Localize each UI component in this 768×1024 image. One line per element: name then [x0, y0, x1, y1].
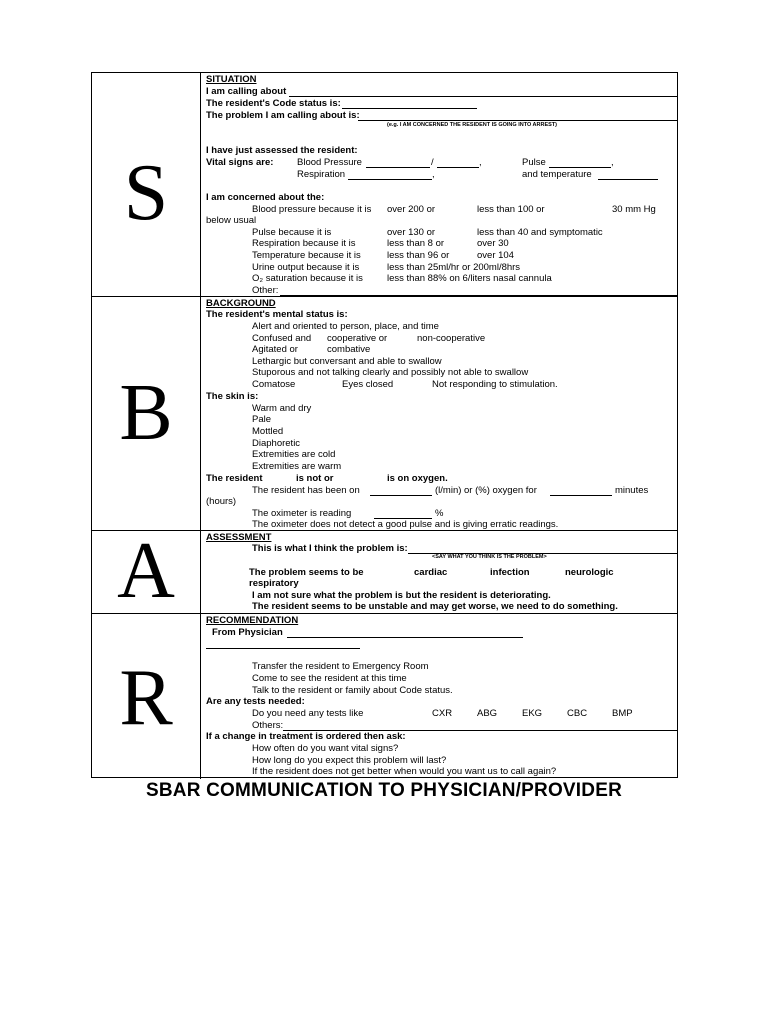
- percent-label: %: [435, 508, 444, 519]
- come-see-option: Come to see the resident at this time: [252, 673, 407, 684]
- oxygen-duration-line[interactable]: [550, 495, 612, 496]
- column-divider: [200, 531, 201, 613]
- calling-about-label: I am calling about: [206, 86, 287, 97]
- ext-warm-option: Extremities are warm: [252, 461, 342, 472]
- unstable-option: The resident seems to be unstable and may get worse, we need to do something.: [252, 601, 618, 612]
- test-abg: ABG: [477, 708, 498, 719]
- sbar-table: [91, 72, 678, 778]
- test-bmp: BMP: [612, 708, 633, 719]
- assessed-label: I have just assessed the resident:: [206, 145, 358, 156]
- not-sure-option: I am not sure what the problem is but the resident is deteriorating.: [252, 590, 551, 601]
- letter-a: A: [117, 527, 175, 615]
- mottled-option: Mottled: [252, 426, 284, 437]
- code-status-line[interactable]: [342, 108, 477, 109]
- from-physician-line-2[interactable]: [206, 648, 360, 649]
- mental-status-label: The resident's mental status is:: [206, 309, 348, 320]
- pulse-over: over 130 or: [387, 227, 436, 238]
- seems-to-be-label: The problem seems to be: [249, 567, 364, 578]
- has-been-on-label: The resident has been on: [252, 485, 360, 496]
- assessment-section: [92, 527, 677, 615]
- oxygen-rate-line[interactable]: [370, 495, 432, 496]
- pulse-comma: ,: [611, 157, 614, 168]
- bp-less: less than 100 or: [477, 204, 545, 215]
- background-heading: BACKGROUND: [206, 298, 276, 309]
- vital-signs-label: Vital signs are:: [206, 157, 274, 168]
- neurologic-option: neurologic: [565, 567, 614, 578]
- alert-option: Alert and oriented to person, place, and time: [252, 321, 439, 332]
- transfer-option: Transfer the resident to Emergency Room: [252, 661, 429, 672]
- letter-b: B: [119, 369, 173, 457]
- pulse-less: less than 40 and symptomatic: [477, 227, 603, 238]
- problem-label: The problem I am calling about is:: [206, 110, 360, 121]
- assessment-heading: ASSESSMENT: [206, 532, 272, 543]
- o2-because: O₂ saturation because it is: [252, 273, 363, 284]
- temp-line[interactable]: [598, 179, 658, 180]
- oximeter-no-pulse: The oximeter does not detect a good pulse and is giving erratic readings.: [252, 519, 559, 530]
- column-divider: [200, 73, 201, 296]
- resident-label: The resident: [206, 473, 263, 484]
- code-status-label: The resident's Code status is:: [206, 98, 341, 109]
- concerned-label: I am concerned about the:: [206, 192, 325, 203]
- respiratory-option: respiratory: [249, 578, 299, 589]
- bp-systolic-line[interactable]: [366, 167, 430, 168]
- letter-s: S: [123, 149, 169, 237]
- resp-label: Respiration: [297, 169, 346, 180]
- bp-over: over 200 or: [387, 204, 436, 215]
- lmin-label: (l/min) or (%) oxygen for: [435, 485, 537, 496]
- bp-label: Blood Pressure: [297, 157, 362, 168]
- situation-section: [92, 73, 677, 297]
- confused-option: Confused and: [252, 333, 312, 344]
- stuporous-option: Stuporous and not talking clearly and possibly not able to swallow: [252, 367, 529, 378]
- if-not-better-question: If the resident does not get better when would you want us to call again?: [252, 766, 557, 777]
- temp-label: and temperature: [522, 169, 592, 180]
- eyes-closed-option: Eyes closed: [342, 379, 394, 390]
- below-usual: below usual: [206, 215, 257, 226]
- bp-because: Blood pressure because it is: [252, 204, 372, 215]
- combative-option: combative: [327, 344, 371, 355]
- ext-cold-option: Extremities are cold: [252, 449, 336, 460]
- other-line[interactable]: [280, 295, 677, 296]
- bp-30: 30 mm Hg: [612, 204, 656, 215]
- pale-option: Pale: [252, 414, 272, 425]
- resp-over: over 30: [477, 238, 509, 249]
- problem-example: (e.g. I AM CONCERNED THE RESIDENT IS GOING INTO ARREST): [387, 122, 558, 128]
- letter-r: R: [119, 654, 173, 742]
- bp-diastolic-line[interactable]: [437, 167, 479, 168]
- situation-heading: SITUATION: [206, 74, 257, 85]
- say-what-hint: <SAY WHAT YOU THINK IS THE PROBLEM>: [432, 554, 547, 560]
- how-long-question: How long do you expect this problem will last?: [252, 755, 447, 766]
- calling-about-line[interactable]: [289, 96, 677, 97]
- o2-less: less than 88% on 6/liters nasal cannula: [387, 273, 552, 284]
- resp-line[interactable]: [348, 179, 432, 180]
- test-cbc: CBC: [567, 708, 588, 719]
- pulse-because: Pulse because it is: [252, 227, 332, 238]
- how-often-question: How often do you want vital signs?: [252, 743, 399, 754]
- minutes-label: minutes: [615, 485, 649, 496]
- is-not-or-label: is not or: [296, 473, 334, 484]
- problem-line[interactable]: [358, 120, 677, 121]
- other-label: Other:: [252, 285, 279, 296]
- noncoop-option: non-cooperative: [417, 333, 486, 344]
- warm-dry-option: Warm and dry: [252, 403, 312, 414]
- urine-less: less than 25ml/hr or 200ml/8hrs: [387, 262, 521, 273]
- diaphoretic-option: Diaphoretic: [252, 438, 301, 449]
- lethargic-option: Lethargic but conversant and able to swallow: [252, 356, 442, 367]
- recommendation-heading: RECOMMENDATION: [206, 615, 299, 626]
- background-section: [92, 297, 677, 531]
- bp-slash: /: [431, 157, 434, 168]
- comatose-option: Comatose: [252, 379, 296, 390]
- do-you-need-label: Do you need any tests like: [252, 708, 364, 719]
- from-physician-label: From Physician: [212, 627, 283, 638]
- resp-less: less than 8 or: [387, 238, 445, 249]
- agitated-option: Agitated or: [252, 344, 298, 355]
- page-title: SBAR COMMUNICATION TO PHYSICIAN/PROVIDER: [146, 780, 622, 801]
- infection-option: infection: [490, 567, 530, 578]
- recommendation-section: [92, 614, 677, 779]
- column-divider: [200, 614, 201, 779]
- talk-option: Talk to the resident or family about Code status.: [252, 685, 453, 696]
- on-oxygen-label: is on oxygen.: [387, 473, 448, 484]
- hours-label: (hours): [206, 496, 237, 507]
- pulse-line[interactable]: [549, 167, 611, 168]
- from-physician-line[interactable]: [287, 637, 523, 638]
- temp-over: over 104: [477, 250, 514, 261]
- others-label: Others:: [252, 720, 284, 731]
- not-responding-option: Not responding to stimulation.: [432, 379, 558, 390]
- oximeter-reading-label: The oximeter is reading: [252, 508, 352, 519]
- temp-less: less than 96 or: [387, 250, 450, 261]
- column-divider: [200, 297, 201, 530]
- temp-because: Temperature because it is: [252, 250, 361, 261]
- resp-because: Respiration because it is: [252, 238, 356, 249]
- resp-comma: ,: [432, 169, 435, 180]
- cooperative-option: cooperative or: [327, 333, 388, 344]
- skin-label: The skin is:: [206, 391, 259, 402]
- tests-needed-label: Are any tests needed:: [206, 696, 305, 707]
- if-change-label: If a change in treatment is ordered then ask:: [206, 731, 406, 742]
- bp-comma: ,: [479, 157, 482, 168]
- test-ekg: EKG: [522, 708, 543, 719]
- test-cxr: CXR: [432, 708, 453, 719]
- pulse-label: Pulse: [522, 157, 546, 168]
- cardiac-option: cardiac: [414, 567, 448, 578]
- urine-because: Urine output because it is: [252, 262, 360, 273]
- think-label: This is what I think the problem is:: [252, 543, 408, 554]
